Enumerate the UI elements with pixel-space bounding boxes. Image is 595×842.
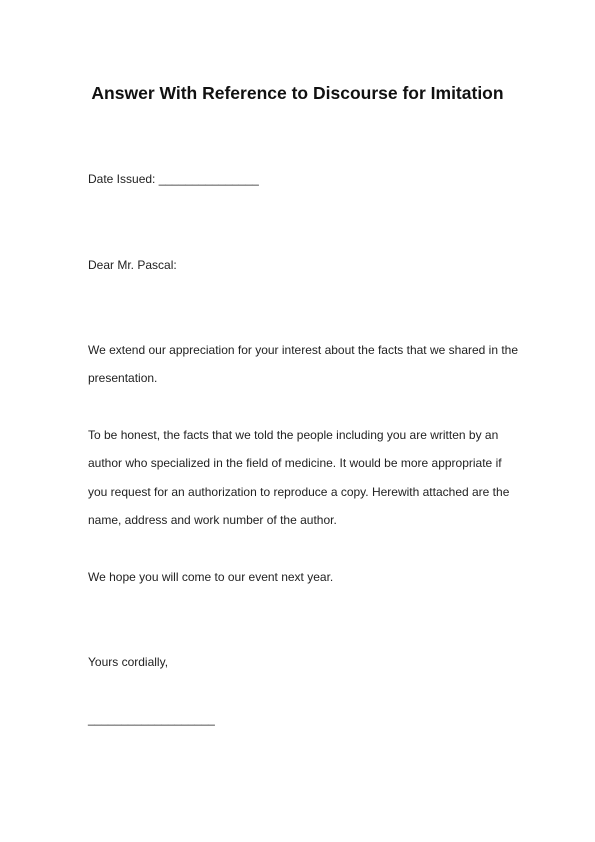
paragraph-1-line-1: We extend our appreciation for your interest about the facts that we shared in the: [88, 343, 519, 357]
paragraph-2-line-3: you request for an authorization to reproduce a copy. Herewith attached are the: [88, 485, 510, 499]
paragraph-2-line-2: author who specialized in the field of medicine. It would be more appropriate if: [88, 456, 502, 470]
date-issued-line: Date Issued: _______________: [88, 172, 259, 186]
closing: Yours cordially,: [88, 655, 169, 669]
document-title: Answer With Reference to Discourse for Imitation: [91, 83, 504, 103]
paragraph-2-line-4: name, address and work number of the author.: [88, 513, 337, 527]
signature-line: ___________________: [88, 712, 215, 726]
salutation: Dear Mr. Pascal:: [88, 258, 177, 272]
paragraph-1-line-2: presentation.: [88, 371, 158, 385]
paragraph-2-line-1: To be honest, the facts that we told the people including you are written by an: [88, 428, 499, 442]
paragraph-3-line-1: We hope you will come to our event next year.: [88, 570, 334, 584]
